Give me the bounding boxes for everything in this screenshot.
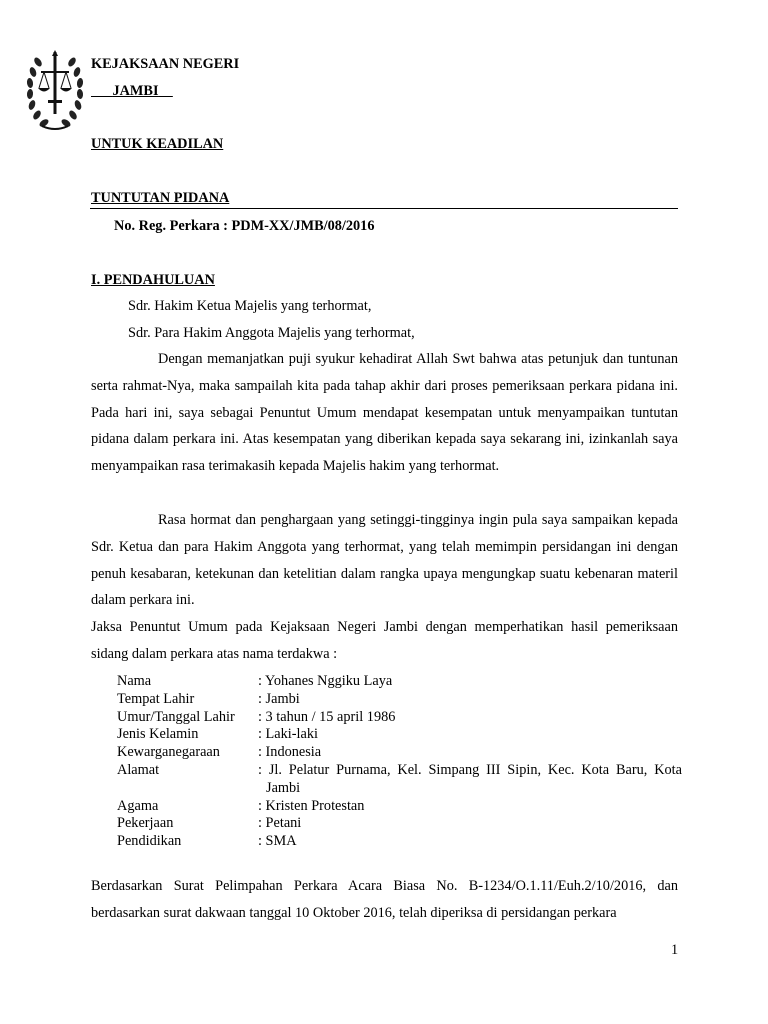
identity-row <box>117 798 682 816</box>
greeting-chief-judge: Sdr. Hakim Ketua Majelis yang terhormat, <box>128 298 372 314</box>
identity-row <box>117 744 682 762</box>
page-number: 1 <box>671 942 679 958</box>
case-reg-number: No. Reg. Perkara : PDM-XX/JMB/08/2016 <box>114 218 375 234</box>
identity-value: : Kristen Protestan <box>258 797 365 814</box>
document-title: TUNTUTAN PIDANA <box>91 190 230 206</box>
identity-row <box>117 762 682 798</box>
identity-row <box>117 673 682 691</box>
identity-label: Alamat <box>117 761 160 778</box>
city-name: JAMBI <box>112 83 159 99</box>
identity-label: Pekerjaan <box>117 815 174 832</box>
institution-name: KEJAKSAAN NEGERI <box>91 56 240 72</box>
motto: UNTUK KEADILAN <box>91 136 224 152</box>
identity-value: : Petani <box>258 815 302 832</box>
paragraph-respect: Rasa hormat dan penghargaan yang setinggi-tingginya ingin pula saya sampaikan kepada Sdr. Ketua dan para Hakim Anggota yang terhormat, yang telah memimpin persidangan ini dengan penuh kesabaran, ketekunan dan ketelitian dalam rangka upaya mengungkap suatu kebenaran materil dalam perkara ini. <box>91 512 678 609</box>
identity-value: : Yohanes Nggiku Laya <box>258 673 393 689</box>
identity-row <box>117 726 682 744</box>
prosecutor-emblem-icon <box>24 48 86 132</box>
identity-value: : Jambi <box>258 690 300 707</box>
identity-label: Tempat Lahir <box>117 690 195 707</box>
greeting-member-judges: Sdr. Para Hakim Anggota Majelis yang terhormat, <box>128 325 415 341</box>
title-divider <box>90 208 678 209</box>
identity-row <box>117 709 682 727</box>
identity-value: : Jl. Pelatur Purnama, Kel. Simpang III Sipin, Kec. Kota Baru, Kota Jambi <box>258 761 682 796</box>
identity-value: : 3 tahun / 15 april 1986 <box>258 708 396 725</box>
paragraph-opening: Dengan memanjatkan puji syukur kehadirat Allah Swt bahwa atas petunjuk dan tuntunan serta rahmat-Nya, maka sampailah kita pada tahap akhir dari proses pemeriksaan perkara pidana ini. Pada hari ini, saya sebagai Penuntut Umum mendapat kesempatan untuk menyampaikan tuntutan pidana dalam perkara ini. Atas kesempatan yang diberikan kepada saya sekarang ini, izinkanlah saya menyampaikan rasa terimakasih kepada Majelis hakim yang terhormat. <box>91 351 678 475</box>
section-heading: I. PENDAHULUAN <box>91 272 215 288</box>
identity-row <box>117 691 682 709</box>
paragraph-basis: Berdasarkan Surat Pelimpahan Perkara Acara Biasa No. B-1234/O.1.11/Euh.2/10/2016, dan berdasarkan surat dakwaan tanggal 10 Oktober 2016, telah diperiksa di persidangan perkara <box>91 878 678 921</box>
identity-label: Agama <box>117 797 159 814</box>
paragraph-prosecutor: Jaksa Penuntut Umum pada Kejaksaan Negeri Jambi dengan memperhatikan hasil pemeriksaan sidang dalam perkara atas nama terdakwa : <box>91 619 678 662</box>
identity-value: : Laki-laki <box>258 726 318 743</box>
identity-value: : Indonesia <box>258 744 322 761</box>
identity-row <box>117 833 682 851</box>
institution-city <box>91 83 173 100</box>
identity-label: Nama <box>117 673 152 689</box>
identity-label: Jenis Kelamin <box>117 726 199 743</box>
identity-label: Umur/Tanggal Lahir <box>117 708 235 725</box>
identity-value: : SMA <box>258 833 297 850</box>
identity-row <box>117 815 682 833</box>
identity-label: Pendidikan <box>117 833 182 850</box>
identity-label: Kewarganegaraan <box>117 744 220 761</box>
defendant-identity-table <box>117 673 682 851</box>
